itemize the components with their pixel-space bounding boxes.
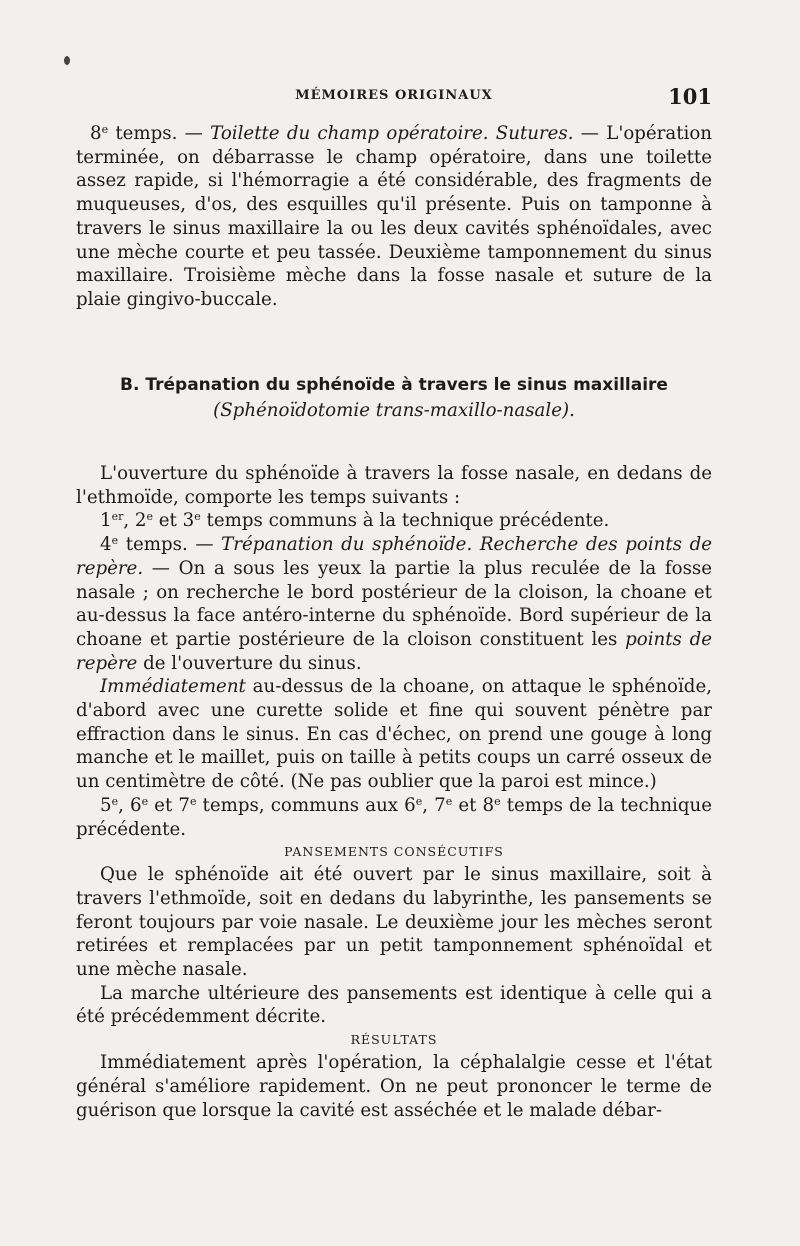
resultats-heading: RÉSULTATS [350, 1032, 438, 1048]
immediatement-paragraph [76, 675, 712, 794]
t-italic: points de repère [76, 628, 713, 674]
t-body: temps, communs aux 6 [196, 794, 416, 816]
t-sup: e [111, 794, 119, 808]
ink-spot [64, 56, 70, 65]
t-num: 1 [100, 510, 112, 532]
section-subtitle: (Sphénoïdotomie trans-maxillo-nasale). [213, 400, 575, 421]
t-sup: e [415, 794, 423, 808]
t-body: — On a sous les yeux la partie la plus reculée de la fosse nasale ; on recherche le bord postérieur de la cloison, la choane et au-dessus la face antéro-interne du sphénoïde. Bord supérieur de la choane et partie postérieure de la cloison constituent les [76, 557, 712, 650]
resultats-paragraph-1: Immédiatement après l'opération, la céphalalgie cesse et l'état général s'améliore rapidement. On ne peut prononcer le terme de guérison que lorsque la cavité est asséchée et le malade débar- [76, 1052, 712, 1121]
t-body: , 7 [422, 794, 446, 816]
t-rest: temps communs à la technique précédente. [200, 510, 610, 532]
running-header [76, 84, 712, 114]
t-num: et 7 [148, 794, 190, 816]
page-number: 101 [668, 84, 712, 109]
intro-paragraph: L'ouverture du sphénoïde à travers la fosse nasale, en dedans de l'ethmoïde, comporte les temps suivants : [76, 463, 712, 508]
t-body: et 8 [452, 794, 495, 816]
t-sup: e [146, 510, 154, 524]
temps-label: temps. — [108, 123, 211, 144]
temps-5-7-paragraph [76, 794, 712, 841]
t-sup: er [111, 510, 124, 524]
t-sup: e [141, 794, 149, 808]
t-italic: Immédiatement [100, 676, 246, 698]
t-num: et 3 [153, 510, 195, 532]
t-body: au-dessus de la choane, on attaque le sphénoïde, d'abord avec une curette solide et fine qui souvent pénètre par effraction dans le sinus. En cas d'échec, on prend une gouge à long manche et le maillet, puis on taille à petits coups un carré osseux de un centimètre de côté. (Ne pas oublier que la paroi est mince.) [76, 676, 712, 793]
pansements-paragraph-1: Que le sphénoïde ait été ouvert par le sinus maxillaire, soit à travers l'ethmoïde, soit en dedans du labyrinthe, les pansements se feront toujours par voie nasale. Le deuxième jour les mèches seront retirées et remplacées par un petit tamponnement sphénoïdal et une mèche nasale. [76, 864, 712, 981]
pansements-paragraph-2: La marche ultérieure des pansements est identique à celle qui a été précédemment décrite. [76, 982, 712, 1028]
t-sup: e [194, 510, 201, 524]
t-num: , 6 [118, 794, 142, 816]
section-b-heading [76, 373, 712, 423]
t-num: 4 [100, 534, 112, 556]
temps-body: — L'opération terminée, on débarrasse le champ opératoire, dans une toilette assez rapide, si l'hémorragie a été considérable, des fragments de muqueuses, d'os, des esquilles qu'il présente. Puis on tamponne à travers le sinus maxillaire la ou les deux cavités sphénoïdales, avec une mèche courte et peu tassée. Deuxième tamponnement du sinus maxillaire. Troisième mèche dans la fosse nasale et suture de la plaie gingivo-buccale. [76, 123, 712, 310]
temps-number: 8 [90, 123, 102, 144]
t-body: temps de la technique précédente. [76, 794, 712, 840]
temps-sup: e [101, 123, 109, 136]
t-italic: Trépanation du sphénoïde. Recherche des points de repère. [76, 534, 712, 579]
section-b-body [76, 462, 712, 1122]
paragraph-temps-8 [76, 122, 712, 312]
temps-1-3-paragraph [76, 509, 712, 533]
t-body: de l'ouverture du sinus. [137, 652, 362, 674]
t-sup: e [189, 794, 197, 808]
running-title: MÉMOIRES ORIGINAUX [295, 88, 493, 103]
t-num: , 2 [123, 510, 147, 532]
t-num: 5 [100, 794, 112, 816]
pansements-heading: PANSEMENTS CONSÉCUTIFS [284, 844, 504, 860]
t-sup: e [494, 794, 501, 808]
t-rest: temps. — [118, 534, 222, 556]
t-sup: e [111, 534, 119, 548]
temps-4-paragraph [76, 533, 712, 675]
temps-title: Toilette du champ opératoire. Sutures. [210, 123, 574, 144]
t-sup: e [445, 794, 453, 808]
section-title: B. Trépanation du sphénoïde à travers le sinus maxillaire [120, 375, 668, 395]
